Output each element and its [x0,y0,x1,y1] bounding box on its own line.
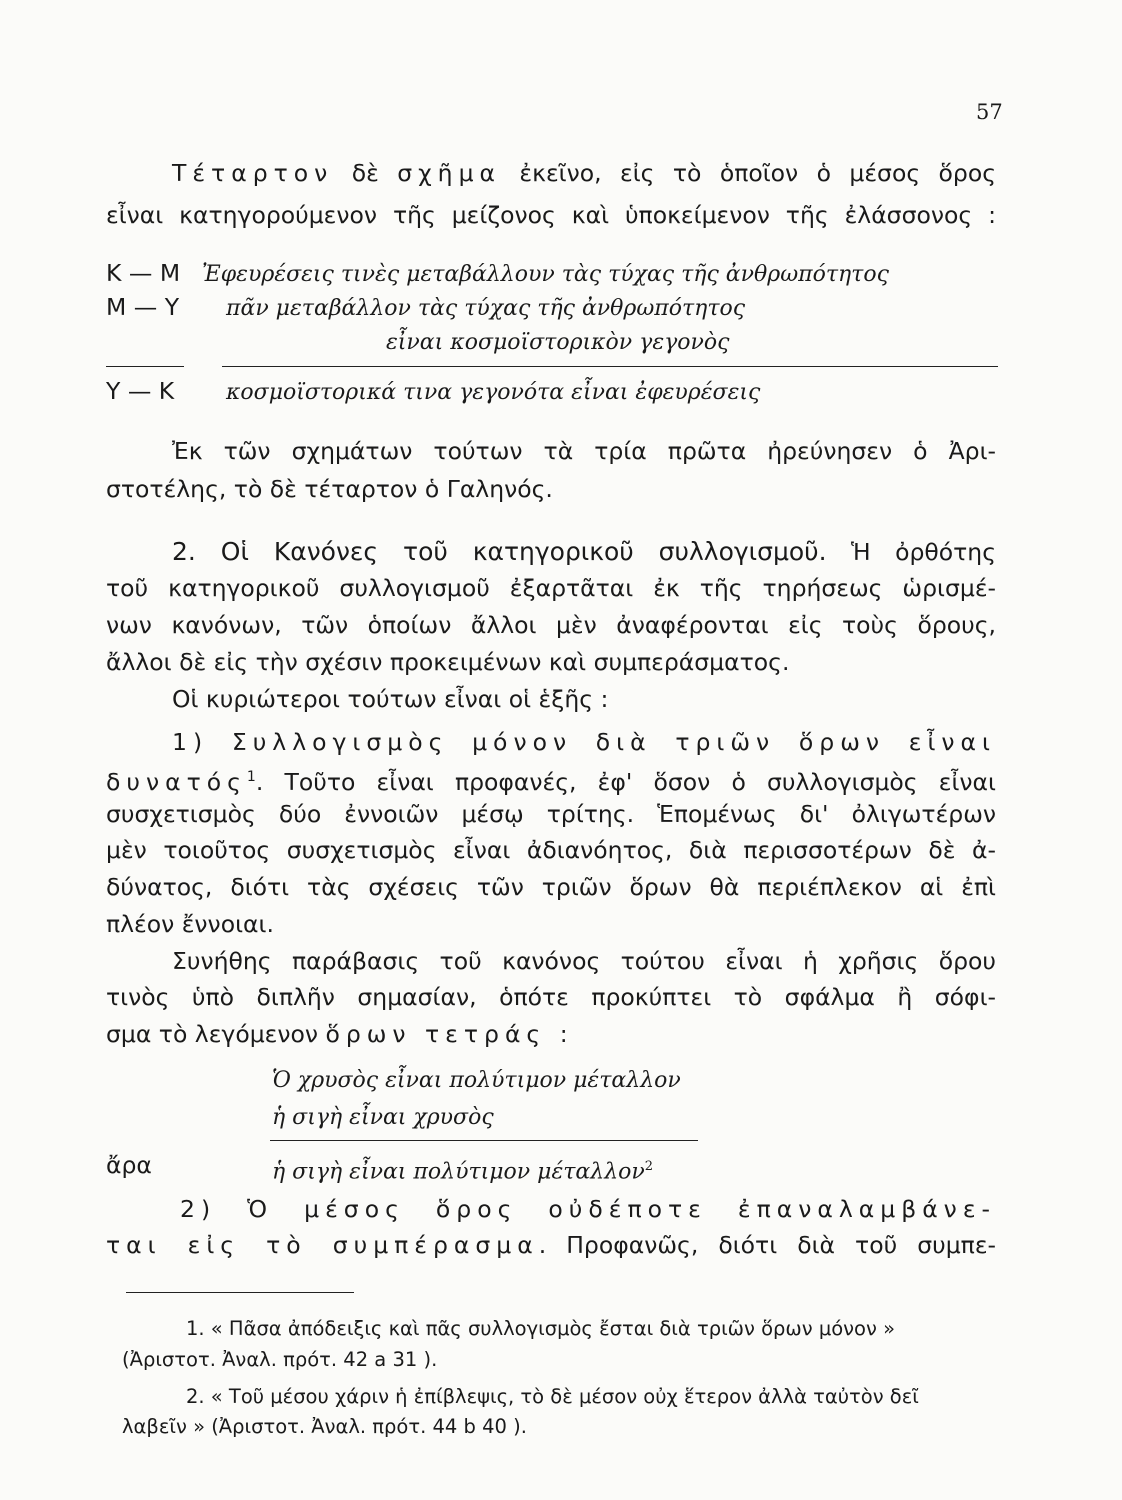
gold-conclusion-rule [270,1140,698,1141]
gold-conclusion-text-value: ἡ σιγὴ εἶναι πολύτιμον μέταλλον [272,1159,645,1185]
footnote-2-line-2: λαβεῖν » (Ἀριστοτ. Ἀναλ. πρότ. 44 b 40 ). [122,1415,527,1438]
term-tetarton: Τέταρτον [172,159,334,187]
rule2-line-1: 2) Ὁ μέσος ὅρος οὐδέποτε ἐπαναλαμβάνε- [180,1195,996,1223]
intro-line-1 [172,158,996,188]
term-oron-tetras: ὅρων τετράς : [325,1020,574,1048]
intro-line-2: εἶναι κατηγορούμενον τῆς μείζονος καὶ ὑποκείμενον τῆς ἐλάσσονος : [106,201,996,229]
footnote-1-line-2: (Ἀριστοτ. Ἀναλ. πρότ. 42 a 31 ). [122,1348,438,1371]
premise-minor-continuation: εἶναι κοσμοϊστορικὸν γεγονὸς [386,330,730,355]
conclusion-rule-short [106,366,184,367]
rule1-line-2-rest: . Τοῦτο εἶναι προφανές, ἐφ' ὅσον ὁ συλλογισμὸς εἶναι [255,767,996,796]
conclusion-label: Υ — Κ [106,377,175,405]
footnote-1-line-1: 1. « Πᾶσα ἀπόδειξις καὶ πᾶς συλλογισμὸς ἔσται διὰ τριῶν ὅρων μόνον » [186,1317,895,1340]
aristotle-line-2: στοτέλης, τὸ δὲ τέταρτον ὁ Γαληνός. [106,475,553,503]
section2-line-1-rest: Ἡ ὀρθότης [826,538,996,566]
conclusion-rule-long [222,366,998,367]
gold-premise-major: Ὁ χρυσὸς εἶναι πολύτιμον μέταλλον [272,1068,681,1093]
conclusion-text: κοσμοϊστορικά τινα γεγονότα εἶναι ἐφευρέσεις [226,380,761,405]
section2-line-4: ἄλλοι δὲ εἰς τὴν σχέσιν προκειμένων καὶ συμπεράσματος. [106,648,790,676]
intro-text-2: ἐκεῖνο, εἰς τὸ ὁποῖον ὁ μέσος ὅρος [501,159,996,187]
section2-line-1 [172,537,996,567]
rule1-line-4: μὲν τοιοῦτος συσχετισμὸς εἶναι ἀδιανόητος, διὰ περισσοτέρων δὲ ἀ- [106,836,996,864]
intro-text-1: δὲ [333,159,398,187]
rule2-line-2-rest: . Προφανῶς, διότι διὰ τοῦ συμπε- [538,1231,997,1259]
section-heading: 2. Οἱ Κανόνες τοῦ κατηγορικοῦ συλλογισμοῦ. [172,537,827,566]
section2-line-5: Οἱ κυριώτεροι τούτων εἶναι οἱ ἑξῆς : [172,685,609,713]
rule1-line-9-text: σμα τὸ λεγόμενον [106,1020,326,1048]
gold-conclusion-label: ἄρα [106,1151,152,1179]
rule1-line-6: πλέον ἔννοιαι. [106,910,274,938]
rule1-line-8: τινὸς ὑπὸ διπλῆν σημασίαν, ὁπότε προκύπτει τὸ σφάλμα ἢ σόφι- [106,983,996,1011]
term-dynatos: δυνατός [106,767,247,796]
gold-premise-minor: ἡ σιγὴ εἶναι χρυσὸς [272,1105,494,1130]
rule1-line-3: συσχετισμὸς δύο ἐννοιῶν μέσῳ τρίτης. Ἑπομένως δι' ὀλιγωτέρων [106,800,996,828]
term-schema: σχῆμα [397,159,502,187]
section2-line-2: τοῦ κατηγορικοῦ συλλογισμοῦ ἐξαρτᾶται ἐκ τῆς τηρήσεως ὡρισμέ- [106,574,996,602]
rule1-line-2 [106,762,996,797]
term-symperasma: ται εἰς τὸ συμπέρασμα [106,1231,539,1259]
footnote-separator [126,1292,354,1293]
rule1-line-5: δύνατος, διότι τὰς σχέσεις τῶν τριῶν ὅρων θὰ περιέπλεκον αἱ ἐπὶ [106,873,996,901]
footnote-ref-1: 1 [246,769,256,785]
rule2-line-2 [106,1230,996,1260]
rule1-line-1: 1) Συλλογισμὸς μόνον διὰ τριῶν ὅρων εἶναι [172,728,996,756]
premise-major-label: Κ — Μ [106,259,181,287]
aristotle-line-1: Ἐκ τῶν σχημάτων τούτων τὰ τρία πρῶτα ἠρεύνησεν ὁ Ἀρι- [172,437,996,465]
premise-minor-text: πᾶν μεταβάλλον τὰς τύχας τῆς ἀνθρωπότητος [226,296,746,321]
footnote-2-line-1: 2. « Τοῦ μέσου χάριν ἡ ἐπίβλεψις, τὸ δὲ μέσον οὐχ ἕτερον ἀλλὰ ταὐτὸν δεῖ [186,1385,919,1408]
rule1-line-9 [106,1019,574,1049]
premise-major-text: Ἐφευρέσεις τινὲς μεταβάλλουν τὰς τύχας τῆς ἀνθρωπότητος [202,262,889,287]
premise-minor-label: Μ — Υ [106,293,180,321]
footnote-ref-2: 2 [644,1159,654,1174]
section2-line-3: νων κανόνων, τῶν ὁποίων ἄλλοι μὲν ἀναφέρονται εἰς τοὺς ὅρους, [106,611,996,639]
gold-conclusion-text [272,1152,653,1187]
rule1-line-7: Συνήθης παράβασις τοῦ κανόνος τούτου εἶναι ἡ χρῆσις ὅρου [172,947,996,975]
page-number: 57 [976,100,1003,124]
